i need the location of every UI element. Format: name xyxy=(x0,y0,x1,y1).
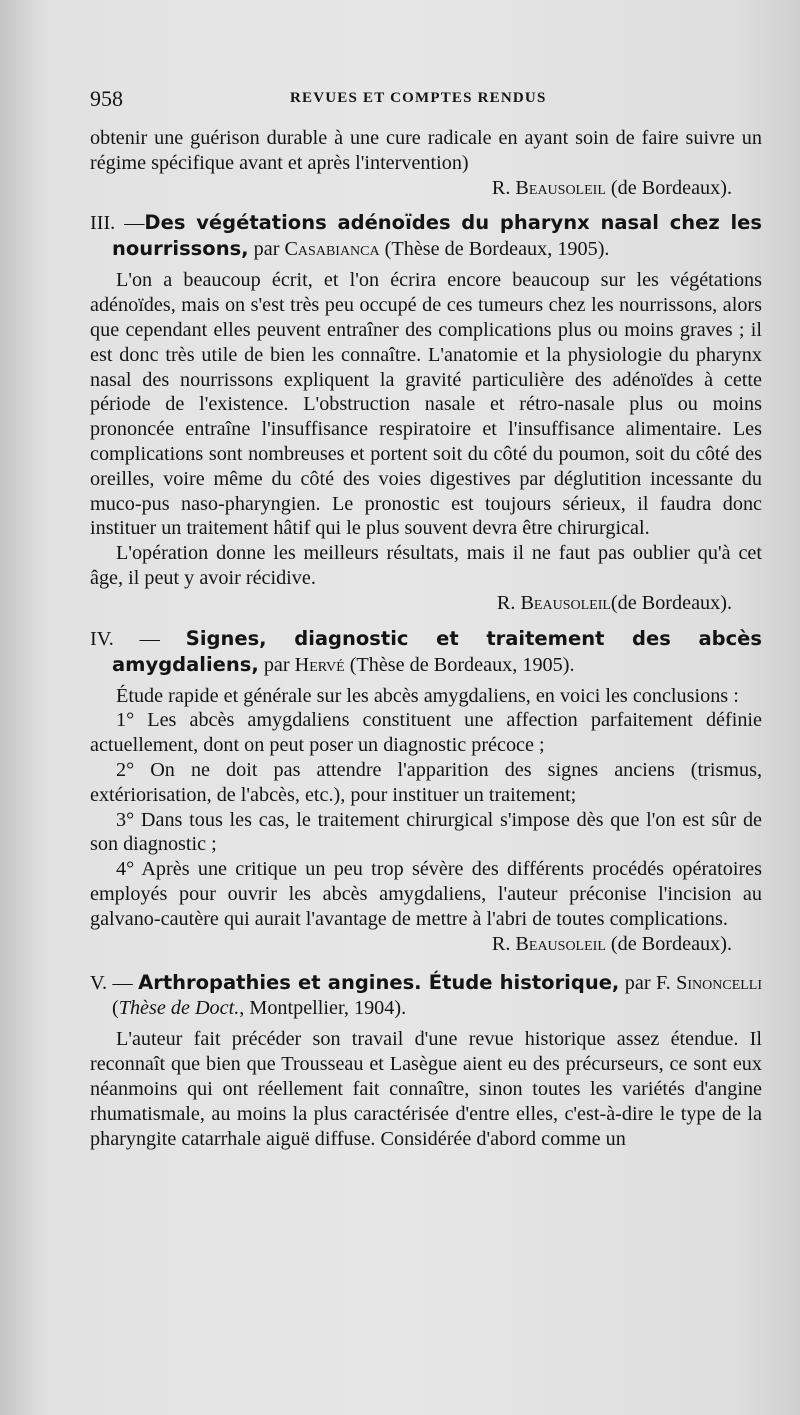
section-3-heading: III. —Des végétations adénoïdes du pharynx nasal chez les nourrissons, par Casabianca (Thèse de Bordeaux, 1905). xyxy=(90,211,762,261)
section-4-thesis: (Thèse de Bordeaux, 1905). xyxy=(349,653,575,676)
section-3-title: Des végétations adénoïdes du pharynx nasal chez les nourrissons, xyxy=(112,211,762,261)
section-5-author: F. Sinoncelli xyxy=(656,972,763,995)
running-head xyxy=(90,86,762,120)
section-4-title: Signes, diagnostic et traitement des abcès amygdaliens, xyxy=(112,626,763,676)
page-content xyxy=(90,126,762,1151)
section-4-heading: IV. — Signes, diagnostic et traitement des abcès amygdaliens, par Hervé (Thèse de Bordeaux, 1905). xyxy=(90,626,763,676)
section-3-author: Casabianca xyxy=(284,238,380,261)
section-3-signature: R. Beausoleil(de Bordeaux). xyxy=(496,591,732,614)
section-4-point-2: 2° On ne doit pas attendre l'apparition des signes anciens (trismus, extériorisation, de l'abcès, etc.), pour instituer un traitement; xyxy=(90,758,762,806)
intro-signature: R. Beausoleil (de Bordeaux). xyxy=(491,176,732,199)
intro-paragraph: obtenir une guérison durable à une cure radicale en ayant soin de faire suivre un régime spécifique avant et après l'intervention) xyxy=(90,127,762,174)
section-5-thesis-italic: Thèse de Doct. xyxy=(118,997,240,1020)
running-title: REVUES ET COMPTES RENDUS xyxy=(290,90,547,106)
section-3-thesis: (Thèse de Bordeaux, 1905). xyxy=(384,238,610,261)
page-number: 958 xyxy=(90,86,123,111)
section-4-point-1: 1° Les abcès amygdaliens constituent une affection parfaitement définie actuellement, dont on peut poser un diagnostic précoce ; xyxy=(90,709,762,757)
section-3-paragraph-2: L'opération donne les meilleurs résultats, mais il ne faut pas oublier qu'à cet âge, il peut y avoir récidive. xyxy=(90,542,762,589)
section-5-paragraph-1: L'auteur fait précéder son travail d'une revue historique assez étendue. Il reconnaît que bien que Trousseau et Lasègue aient eu des précurseurs, ce sont eux néanmoins qui ont réellement fait connaître, sinon toutes les variétés d'angine rhumatismale, au moins la plus caractérisée d'entre elles, c'est-à-dire le type de la pharyngite catarrhale aiguë diffuse. Considérée d'abord comme un xyxy=(90,1028,762,1150)
section-5-title: Arthropathies et angines. Étude historique, xyxy=(138,971,620,995)
section-4-author: Hervé xyxy=(294,653,345,676)
section-5-heading: V. — Arthropathies et angines. Étude historique, par F. Sinoncelli (Thèse de Doct., Montpellier, 1904). xyxy=(90,971,763,1020)
section-3-paragraph-1: L'on a beaucoup écrit, et l'on écrira encore beaucoup sur les végétations adénoïdes, mais on s'est très peu occupé de ces tumeurs chez les nourrissons, alors que cependant elles peuvent entraîner des complications plus ou moins graves ; il est donc très utile de bien les connaître. L'anatomie et la physiologie du pharynx nasal des nourrissons expliquent la gravité particulière des adénoïdes à cette période de l'existence. L'obstruction nasale et rétro-nasale plus ou moins prononcée entraîne l'insuffisance respiratoire et l'insuffisance alimentaire. Les complications sont nombreuses et portent soit du côté du poumon, soit du côté des oreilles, voire même du côté des voies digestives par déglutition incessante du muco-pus naso-pharyngien. Le pronostic est toujours sérieux, il faudra donc instituer un traitement hâtif qui le plus souvent devra être chirurgical. xyxy=(90,269,762,540)
section-4-intro: Étude rapide et générale sur les abcès amygdaliens, en voici les conclusions : xyxy=(116,684,739,707)
section-4-point-4: 4° Après une critique un peu trop sévère des différents procédés opératoires employés pour ouvrir les abcès amygdaliens, l'auteur préconise l'incision au galvano-cautère qui aurait l'avantage de mettre à l'abri de toutes complications. xyxy=(90,858,762,930)
section-4-signature: R. Beausoleil (de Bordeaux). xyxy=(491,932,732,955)
section-4-point-3: 3° Dans tous les cas, le traitement chirurgical s'impose dès que l'on est sûr de son diagnostic ; xyxy=(90,808,762,856)
